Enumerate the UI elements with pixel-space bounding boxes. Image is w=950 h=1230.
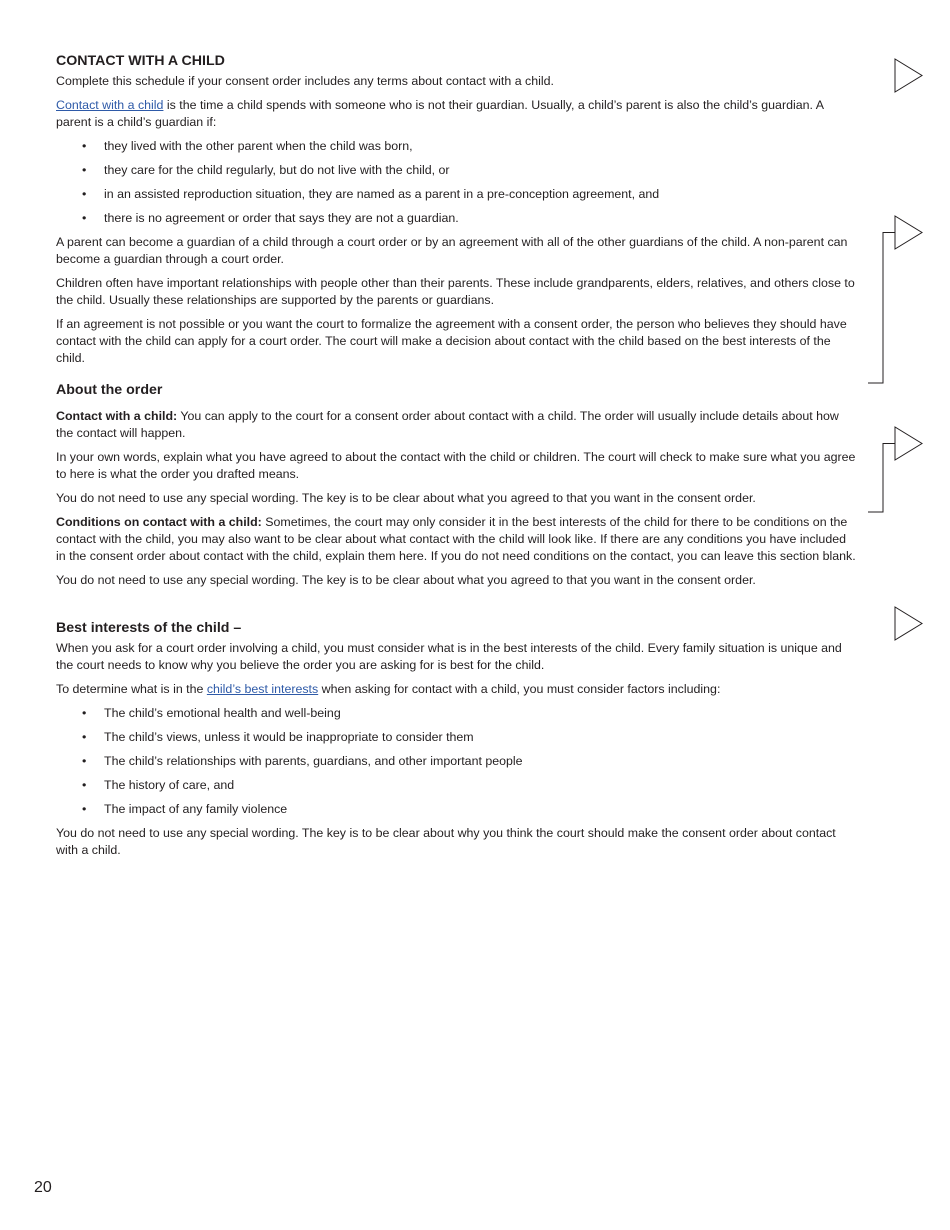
contact-text: You can apply to the court for a consent order about contact with a child. The order will usually include details about how the contact will happen. (56, 409, 839, 440)
best-interests-intro: When you ask for a court order involving a child, you must consider what is in the best interests of the child. Every family situation is unique and the court needs to know why you believe the order you are asking for is best for the child. (56, 641, 842, 672)
closing-paragraph: You do not need to use any special wording. The key is to be clear about why you think the court should make the consent order about contact with a child. (56, 826, 836, 857)
list-item: • The child’s relationships with parents, guardians, and other important people (56, 753, 856, 770)
list-item: • they lived with the other parent when the child was born, (56, 138, 856, 155)
definition-text: is the time a child spends with someone who is not their guardian. Usually, a child’s parent is also the child’s guardian. A parent is a child’s guardian if: (56, 98, 824, 129)
form-field-gutter (860, 0, 950, 1230)
list-item: • The child’s views, unless it would be inappropriate to consider them (56, 729, 856, 746)
definition-paragraph (56, 97, 856, 131)
contact-paragraph (56, 408, 856, 442)
list-item: • The child’s emotional health and well-being (56, 705, 856, 722)
conditions-label: Conditions on contact with a child: (56, 515, 262, 529)
list-item: • there is no agreement or order that says they are not a guardian. (56, 210, 856, 227)
page-number: 20 (34, 1179, 52, 1196)
own-words-paragraph: In your own words, explain what you have agreed to about the contact with the child or children. The court will check to make sure what you agree to here is what the order you drafted means. (56, 450, 856, 481)
section-intro: Complete this schedule if your consent order includes any terms about contact with a child. (56, 74, 554, 88)
list-item: • The impact of any family violence (56, 801, 856, 818)
agreement-paragraph: If an agreement is not possible or you want the court to formalize the agreement with a consent order, the person who believes they should have contact with the child can apply for a court order. The court will make a decision about contact with the child based on the best interests of the child. (56, 317, 847, 365)
contact-with-child-link[interactable]: Contact with a child (56, 98, 164, 112)
contact-label: Contact with a child: (56, 409, 178, 423)
section-title-about-the-order: About the order (56, 382, 163, 398)
guardian-paragraph: A parent can become a guardian of a child through a court order or by an agreement with all of the other guardians of the child. A non-parent can become a guardian through a court order. (56, 235, 848, 266)
bracket-connector-icon (868, 233, 895, 384)
bracket-connector-icon (868, 444, 895, 513)
conditions-paragraph (56, 514, 856, 565)
best-interests-factors-list (56, 705, 856, 818)
no-special-wording-paragraph: You do not need to use any special wording. The key is to be clear about what you agreed to that you want in the consent order. (56, 573, 756, 587)
conditions-text: Sometimes, the court may only consider it in the best interests of the child for there to be conditions on the contact with the child, you may also want to be clear about what contact with the child will look like. If there are any conditions you have included in the consent order about contact with the child, explain them here. If you do not need conditions on the contact, you can leave this section blank. (56, 515, 856, 563)
childs-best-interests-link[interactable]: child’s best interests (206, 682, 319, 696)
no-special-wording-paragraph: You do not need to use any special wording. The key is to be clear about what you agreed to that you want in the consent order. (56, 491, 756, 505)
determine-text-after: when asking for contact with a child, you must consider factors including: (318, 682, 721, 696)
page-content (56, 52, 856, 866)
triangle-pointer-icon[interactable] (895, 59, 922, 92)
list-item: • in an assisted reproduction situation, they are named as a parent in a pre-conception agreement, and (56, 186, 856, 203)
determine-text-before: To determine what is in the (56, 682, 207, 696)
section-title-contact-with-child: CONTACT WITH A CHILD (56, 53, 225, 69)
section-best-interests (56, 619, 856, 859)
list-item: • they care for the child regularly, but do not live with the child, or (56, 162, 856, 179)
guardian-criteria-list (56, 138, 856, 227)
triangle-pointer-icon[interactable] (895, 427, 922, 460)
section-title-best-interests: Best interests of the child – (56, 620, 242, 636)
triangle-pointer-icon[interactable] (895, 216, 922, 249)
section-contact-with-child (56, 52, 856, 367)
relationships-paragraph: Children often have important relationships with people other than their parents. These include grandparents, elders, relatives, and others close to the child. Usually these relationships are supported by the parents or guardians. (56, 276, 855, 307)
section-about-the-order (56, 381, 856, 589)
determine-paragraph (56, 681, 856, 698)
triangle-pointer-icon[interactable] (895, 607, 922, 640)
list-item: • The history of care, and (56, 777, 856, 794)
